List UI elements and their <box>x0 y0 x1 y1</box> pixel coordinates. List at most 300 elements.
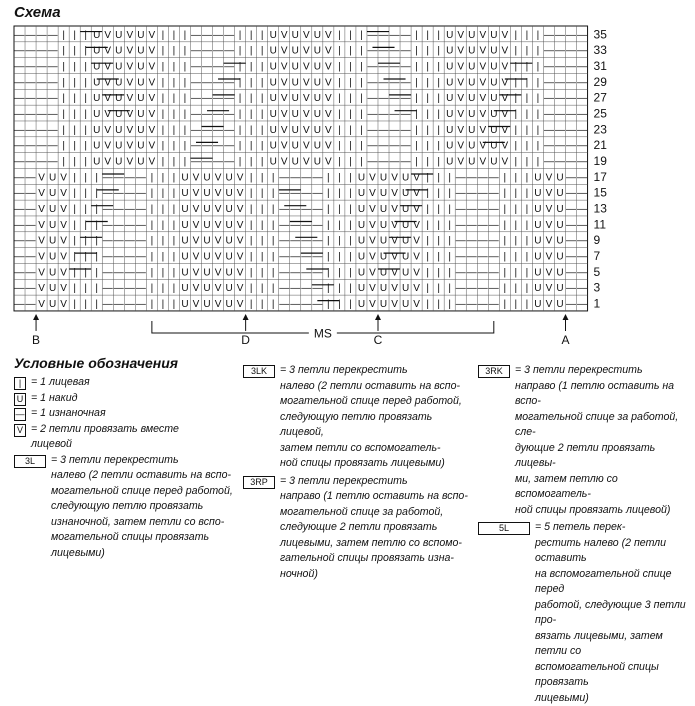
stitch-symbol: | <box>84 219 87 231</box>
row-number: 33 <box>593 43 607 58</box>
stitch-symbol: | <box>249 267 253 279</box>
stitch-symbol: U <box>313 29 321 41</box>
stitch-symbol: U <box>446 124 454 136</box>
stitch-symbol: | <box>514 93 518 105</box>
stitch-symbol: — <box>312 283 323 295</box>
stitch-symbol: | <box>437 251 440 263</box>
stitch-symbol: — <box>124 219 135 231</box>
stitch-symbol: | <box>238 29 242 41</box>
stitch-symbol: — <box>36 77 47 89</box>
stitch-symbol: — <box>25 283 36 295</box>
stitch-symbol: | <box>84 93 87 105</box>
row-number: 23 <box>593 122 607 137</box>
stitch-symbol: U <box>401 235 410 247</box>
stitch-symbol: V <box>126 93 134 105</box>
stitch-symbol: V <box>369 188 376 200</box>
stitch-symbol: | <box>338 204 341 216</box>
stitch-symbol: | <box>349 156 352 168</box>
stitch-symbol: — <box>466 267 477 279</box>
stitch-symbol: U <box>357 267 366 279</box>
stitch-symbol: U <box>48 251 57 263</box>
stitch-symbol: | <box>338 109 341 121</box>
stitch-symbol: — <box>279 283 290 295</box>
stitch-symbol: U <box>181 299 189 311</box>
stitch-symbol: | <box>448 299 451 311</box>
cross3-right-purl-icon: 3RP <box>243 476 275 489</box>
stitch-symbol: U <box>181 283 189 295</box>
stitch-symbol: | <box>536 45 540 57</box>
stitch-symbol: V <box>104 61 112 73</box>
stitch-symbol: | <box>183 61 187 73</box>
stitch-symbol: — <box>36 45 47 57</box>
stitch-symbol: — <box>279 299 290 311</box>
stitch-symbol: | <box>172 299 176 311</box>
stitch-symbol: | <box>349 188 352 200</box>
stitch-symbol: — <box>577 45 588 57</box>
stitch-symbol: — <box>124 267 135 279</box>
stitch-symbol: U <box>468 109 476 121</box>
stitch-symbol: U <box>115 61 123 73</box>
stitch-symbol: U <box>379 283 388 295</box>
stitch-symbol: U <box>291 156 299 168</box>
knit-symbol-icon: | <box>14 377 26 390</box>
stitch-symbol: | <box>271 267 275 279</box>
stitch-symbol: V <box>104 29 112 41</box>
stitch-symbol: | <box>73 77 76 89</box>
stitch-symbol: U <box>137 109 145 121</box>
stitch-symbol: | <box>150 299 154 311</box>
stitch-symbol: — <box>477 267 488 279</box>
stitch-symbol: V <box>479 124 487 136</box>
stitch-symbol: | <box>437 235 440 247</box>
stitch-symbol: V <box>457 29 465 41</box>
legend-item-cross3-left-knit: 3LK = 3 петли перекрестить налево (2 петли оставить на вспо- могательной спице перед работой, следующую петлю провязать лицевой, затем петли со вспомогатель- ной спицы провязать лицевыми) <box>243 363 468 472</box>
stitch-symbol: U <box>181 267 189 279</box>
stitch-symbol: | <box>249 29 253 41</box>
stitch-symbol: | <box>360 124 363 136</box>
stitch-symbol: | <box>360 45 363 57</box>
stitch-symbol: U <box>556 172 564 184</box>
stitch-symbol: — <box>543 124 554 136</box>
stitch-symbol: — <box>543 45 554 57</box>
stitch-symbol: — <box>566 45 577 57</box>
stitch-symbol: | <box>437 124 440 136</box>
stitch-symbol: — <box>25 124 36 136</box>
stitch-symbol: | <box>172 235 176 247</box>
stitch-symbol: — <box>47 45 58 57</box>
stitch-symbol: — <box>213 124 224 136</box>
stitch-symbol: | <box>525 124 529 136</box>
stitch-symbol: V <box>302 124 310 136</box>
stitch-symbol: | <box>360 156 363 168</box>
stitch-symbol: | <box>183 29 187 41</box>
stitch-symbol: V <box>302 93 310 105</box>
stitch-symbol: V <box>104 140 112 152</box>
stitch-symbol: — <box>455 235 466 247</box>
stitch-symbol: — <box>224 140 235 152</box>
stitch-symbol: | <box>238 77 242 89</box>
stitch-symbol: — <box>301 172 312 184</box>
stitch-symbol: V <box>302 77 310 89</box>
row-number: 27 <box>593 90 607 105</box>
stitch-symbol: — <box>190 156 201 168</box>
stitch-symbol: U <box>534 267 542 279</box>
stitch-symbol: | <box>249 93 253 105</box>
stitch-symbol: | <box>150 235 154 247</box>
stitch-symbol: | <box>161 45 165 57</box>
stitch-symbol: U <box>115 140 123 152</box>
stitch-symbol: V <box>104 109 112 121</box>
stitch-symbol: | <box>249 283 253 295</box>
stitch-symbol: — <box>566 299 577 311</box>
stitch-symbol: U <box>357 204 366 216</box>
stitch-symbol: — <box>477 283 488 295</box>
stitch-symbol: | <box>161 29 165 41</box>
stitch-symbol: V <box>126 61 134 73</box>
stitch-symbol: V <box>479 93 487 105</box>
stitch-symbol: — <box>102 188 113 200</box>
stitch-symbol: V <box>214 235 222 247</box>
stitch-symbol: | <box>525 267 529 279</box>
stitch-symbol: V <box>280 140 288 152</box>
stitch-symbol: — <box>25 45 36 57</box>
stitch-symbol: V <box>280 109 288 121</box>
stitch-symbol: | <box>437 29 440 41</box>
stitch-symbol: | <box>426 172 429 184</box>
stitch-symbol: | <box>260 109 264 121</box>
stitch-symbol: — <box>400 109 411 121</box>
stitch-symbol: V <box>192 251 200 263</box>
stitch-symbol: U <box>313 156 321 168</box>
stitch-symbol: | <box>349 283 352 295</box>
row-number: 21 <box>593 138 607 153</box>
stitch-symbol: — <box>466 235 477 247</box>
stitch-symbol: V <box>501 77 509 89</box>
stitch-symbol: — <box>566 29 577 41</box>
stitch-symbol: V <box>457 93 465 105</box>
stitch-symbol: | <box>73 124 76 136</box>
stitch-symbol: | <box>338 267 341 279</box>
stitch-symbol: | <box>437 77 440 89</box>
stitch-symbol: — <box>279 188 290 200</box>
stitch-symbol: | <box>349 61 352 73</box>
stitch-symbol: — <box>14 140 25 152</box>
stitch-symbol: — <box>301 299 312 311</box>
stitch-symbol: — <box>279 204 290 216</box>
stitch-symbol: | <box>514 235 518 247</box>
stitch-symbol: | <box>536 61 540 73</box>
stitch-symbol: — <box>224 29 235 41</box>
marker-arrow-icon <box>243 314 249 320</box>
stitch-symbol: | <box>437 156 440 168</box>
stitch-symbol: | <box>84 61 87 73</box>
stitch-symbol: U <box>93 45 101 57</box>
stitch-symbol: | <box>84 29 87 41</box>
stitch-symbol: | <box>73 299 76 311</box>
stitch-symbol: | <box>172 124 176 136</box>
stitch-symbol: | <box>426 235 429 247</box>
stitch-symbol: V <box>38 267 45 279</box>
stitch-symbol: V <box>325 156 332 168</box>
stitch-symbol: | <box>525 283 529 295</box>
stitch-symbol: V <box>479 140 487 152</box>
stitch-symbol: — <box>47 109 58 121</box>
stitch-symbol: U <box>291 124 299 136</box>
stitch-symbol: U <box>269 93 277 105</box>
stitch-symbol: | <box>249 172 253 184</box>
row-number: 1 <box>593 296 601 311</box>
stitch-symbol: | <box>338 251 341 263</box>
stitch-symbol: | <box>536 29 540 41</box>
stitch-symbol: | <box>73 29 76 41</box>
stitch-symbol: V <box>501 45 509 57</box>
stitch-symbol: — <box>301 251 312 263</box>
stitch-symbol: V <box>479 156 487 168</box>
stitch-symbol: — <box>554 140 565 152</box>
stitch-symbol: U <box>556 299 564 311</box>
stitch-symbol: | <box>536 124 540 136</box>
stitch-symbol: U <box>446 156 454 168</box>
stitch-symbol: V <box>192 299 200 311</box>
stitch-symbol: U <box>401 283 410 295</box>
stitch-symbol: | <box>426 93 429 105</box>
stitch-symbol: U <box>269 61 277 73</box>
stitch-symbol: | <box>327 172 330 184</box>
stitch-symbol: — <box>213 109 224 121</box>
stitch-symbol: — <box>566 109 577 121</box>
stitch-symbol: V <box>126 156 134 168</box>
stitch-symbol: | <box>514 156 518 168</box>
stitch-symbol: — <box>577 283 588 295</box>
stitch-symbol: V <box>236 267 244 279</box>
stitch-symbol: U <box>269 45 277 57</box>
marker-label: A <box>561 332 570 345</box>
stitch-symbol: U <box>48 299 57 311</box>
stitch-symbol: U <box>203 299 211 311</box>
stitch-symbol: | <box>327 219 330 231</box>
stitch-symbol: — <box>554 77 565 89</box>
stitch-symbol: | <box>150 188 154 200</box>
stitch-symbol: — <box>400 61 411 73</box>
stitch-symbol: — <box>566 251 577 263</box>
stitch-symbol: V <box>104 156 112 168</box>
stitch-symbol: — <box>213 29 224 41</box>
stitch-symbol: | <box>503 219 507 231</box>
stitch-symbol: | <box>514 77 518 89</box>
stitch-symbol: — <box>378 45 389 57</box>
stitch-symbol: | <box>437 109 440 121</box>
stitch-symbol: | <box>183 77 187 89</box>
stitch-symbol: | <box>249 235 253 247</box>
stitch-symbol: — <box>213 140 224 152</box>
knitting-chart <box>0 0 695 345</box>
stitch-symbol: V <box>192 219 200 231</box>
stitch-symbol: | <box>260 156 264 168</box>
stitch-symbol: U <box>137 29 145 41</box>
stitch-symbol: V <box>38 235 45 247</box>
stitch-symbol: V <box>545 299 553 311</box>
stitch-symbol: — <box>202 29 213 41</box>
stitch-symbol: | <box>150 172 154 184</box>
stitch-symbol: | <box>327 251 330 263</box>
stitch-symbol: V <box>38 188 45 200</box>
stitch-symbol: — <box>224 77 235 89</box>
stitch-symbol: | <box>271 299 275 311</box>
stitch-symbol: V <box>148 156 156 168</box>
stitch-symbol: — <box>566 267 577 279</box>
stitch-symbol: U <box>556 188 564 200</box>
stitch-symbol: — <box>113 188 124 200</box>
stitch-symbol: — <box>113 235 124 247</box>
stitch-symbol: — <box>113 267 124 279</box>
stitch-symbol: V <box>325 93 332 105</box>
stitch-symbol: | <box>437 219 440 231</box>
chart-title: Схема <box>14 4 61 21</box>
stitch-symbol: — <box>543 93 554 105</box>
stitch-symbol: | <box>238 93 242 105</box>
stitch-symbol: | <box>437 140 440 152</box>
stitch-symbol: V <box>192 283 200 295</box>
stitch-symbol: | <box>249 219 253 231</box>
stitch-symbol: V <box>214 283 222 295</box>
stitch-symbol: | <box>349 124 352 136</box>
stitch-symbol: U <box>534 172 542 184</box>
stitch-symbol: V <box>413 172 420 184</box>
stitch-symbol: U <box>93 61 101 73</box>
stitch-symbol: V <box>148 77 156 89</box>
stitch-symbol: | <box>260 29 264 41</box>
stitch-symbol: | <box>514 188 518 200</box>
stitch-symbol: | <box>271 219 275 231</box>
stitch-symbol: V <box>126 77 134 89</box>
stitch-symbol: U <box>357 172 366 184</box>
stitch-symbol: — <box>36 61 47 73</box>
stitch-symbol: U <box>181 188 189 200</box>
stitch-symbol: | <box>161 140 165 152</box>
stitch-symbol: | <box>62 77 65 89</box>
stitch-symbol: — <box>566 188 577 200</box>
stitch-symbol: V <box>413 235 420 247</box>
stitch-symbol: | <box>84 235 87 247</box>
stitch-symbol: U <box>225 172 233 184</box>
stitch-symbol: — <box>301 204 312 216</box>
stitch-symbol: — <box>102 172 113 184</box>
stitch-symbol: — <box>25 267 36 279</box>
stitch-symbol: — <box>554 45 565 57</box>
stitch-symbol: — <box>190 29 201 41</box>
stitch-symbol: U <box>291 140 299 152</box>
stitch-symbol: — <box>477 219 488 231</box>
stitch-symbol: V <box>457 156 465 168</box>
stitch-symbol: | <box>172 140 176 152</box>
stitch-symbol: V <box>148 61 156 73</box>
stitch-symbol: | <box>514 219 518 231</box>
cross3-left-purl-icon: 3L <box>14 455 46 468</box>
stitch-symbol: | <box>73 235 76 247</box>
stitch-symbol: | <box>349 204 352 216</box>
stitch-symbol: | <box>183 45 187 57</box>
stitch-symbol: | <box>238 109 242 121</box>
stitch-symbol: | <box>161 299 165 311</box>
stitch-symbol: U <box>446 45 454 57</box>
stitch-symbol: | <box>525 204 529 216</box>
stitch-symbol: — <box>14 156 25 168</box>
stitch-symbol: U <box>93 124 101 136</box>
stitch-symbol: V <box>545 283 553 295</box>
stitch-symbol: U <box>556 219 564 231</box>
stitch-symbol: — <box>25 140 36 152</box>
stitch-symbol: V <box>214 219 222 231</box>
stitch-symbol: — <box>190 77 201 89</box>
stitch-symbol: — <box>135 172 146 184</box>
stitch-symbol: U <box>291 61 299 73</box>
stitch-symbol: | <box>249 156 253 168</box>
stitch-symbol: U <box>115 109 123 121</box>
stitch-symbol: | <box>503 283 507 295</box>
stitch-symbol: V <box>501 156 509 168</box>
stitch-symbol: — <box>47 61 58 73</box>
stitch-symbol: — <box>455 251 466 263</box>
stitch-symbol: — <box>190 140 201 152</box>
stitch-symbol: | <box>415 45 418 57</box>
stitch-symbol: V <box>479 45 487 57</box>
stitch-symbol: | <box>525 156 529 168</box>
stitch-symbol: | <box>161 283 165 295</box>
stitch-symbol: U <box>203 267 211 279</box>
stitch-symbol: — <box>577 61 588 73</box>
stitch-symbol: | <box>514 140 518 152</box>
stitch-symbol: — <box>113 172 124 184</box>
stitch-symbol: | <box>437 45 440 57</box>
stitch-symbol: — <box>135 219 146 231</box>
stitch-symbol: U <box>93 29 101 41</box>
stitch-symbol: | <box>349 251 352 263</box>
stitch-symbol: | <box>426 204 429 216</box>
stitch-symbol: V <box>280 29 288 41</box>
stitch-symbol: V <box>545 204 553 216</box>
stitch-symbol: U <box>556 251 564 263</box>
stitch-symbol: | <box>260 124 264 136</box>
stitch-symbol: U <box>291 93 299 105</box>
stitch-symbol: — <box>400 140 411 152</box>
stitch-symbol: V <box>148 29 156 41</box>
stitch-symbol: — <box>301 188 312 200</box>
stitch-symbol: V <box>236 204 244 216</box>
stitch-symbol: — <box>290 251 301 263</box>
stitch-symbol: — <box>213 156 224 168</box>
stitch-symbol: V <box>214 204 222 216</box>
stitch-symbol: U <box>379 299 388 311</box>
stitch-symbol: | <box>172 267 176 279</box>
marker-arrow-icon <box>375 314 381 320</box>
stitch-symbol: — <box>135 267 146 279</box>
stitch-symbol: V <box>214 188 222 200</box>
stitch-symbol: U <box>401 251 410 263</box>
stitch-symbol: V <box>104 93 112 105</box>
stitch-symbol: — <box>488 299 499 311</box>
stitch-symbol: V <box>126 109 134 121</box>
stitch-symbol: | <box>150 251 154 263</box>
stitch-symbol: | <box>514 283 518 295</box>
stitch-symbol: — <box>14 29 25 41</box>
stitch-symbol: V <box>302 156 310 168</box>
stitch-symbol: | <box>349 235 352 247</box>
stitch-symbol: — <box>389 124 400 136</box>
stitch-symbol: U <box>357 251 366 263</box>
stitch-symbol: | <box>260 188 264 200</box>
stitch-symbol: | <box>73 204 76 216</box>
stitch-symbol: — <box>543 29 554 41</box>
